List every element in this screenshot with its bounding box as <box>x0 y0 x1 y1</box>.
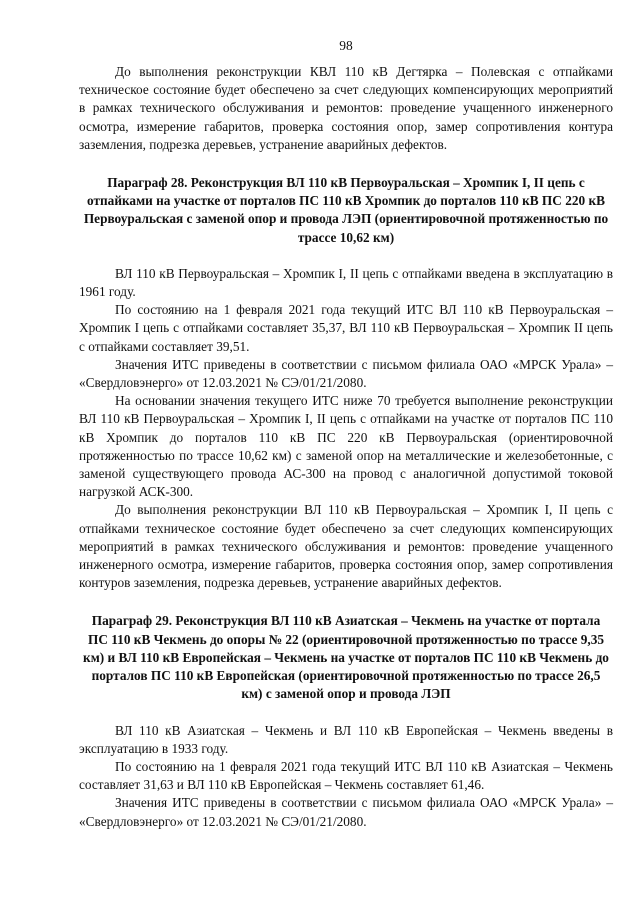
intro-paragraph: До выполнения реконструкции КВЛ 110 кВ Дегтярка – Полевская с отпайками техническое состояние будет обеспечено за счет следующих компенсирующих мероприятий в рамках технического обслуживания и ремонтов: проведение учащенного инженерного осмотра, измерение габаритов, проверка состояния опор, замер сопротивления контура заземления, подрезка деревьев, устранение аварийных дефектов. <box>79 64 613 152</box>
page-number: 98 <box>339 38 353 53</box>
section-28-paragraph-1: ВЛ 110 кВ Первоуральская – Хромпик I, II цепь с отпайками введена в эксплуатацию в 1961 году. <box>79 265 613 300</box>
section-28-paragraph-5: До выполнения реконструкции ВЛ 110 кВ Первоуральская – Хромпик I, II цепь с отпайками техническое состояние будет обеспечено за счет следующих компенсирующих мероприятий в рамках технического обслуживания и ремонтов: проведение учащенного инженерного осмотра, измерение габаритов, проверка состояния опор, замер сопротивления контуров заземления, подрезка деревьев, устранение аварийных дефектов. <box>79 502 613 591</box>
document-page <box>79 37 613 831</box>
section-28-heading: Параграф 28. Реконструкция ВЛ 110 кВ Первоуральская – Хромпик I, II цепь с отпайками на участке от порталов ПС 110 кВ Хромпик до порталов 110 кВ ПС 220 кВ Первоуральская с заменой опор и провода ЛЭП (ориентировочной протяженностью по трассе 10,62 км) <box>83 175 609 245</box>
section-29-heading: Параграф 29. Реконструкция ВЛ 110 кВ Азиатская – Чекмень на участке от портала ПС 110 кВ Чекмень до опоры № 22 (ориентировочной протяженностью по трассе 9,35 км) и ВЛ 110 кВ Европейская – Чекмень на участке от порталов ПС 110 кВ Чекмень до порталов ПС 110 кВ Европейская (ориентировочной протяженностью по трассе 26,5 км) с заменой опор и провода ЛЭП <box>83 613 609 702</box>
section-29-paragraph-1: ВЛ 110 кВ Азиатская – Чекмень и ВЛ 110 кВ Европейская – Чекмень введены в эксплуатацию в 1933 году. <box>79 722 613 756</box>
spacer <box>79 592 613 612</box>
spacer <box>79 704 613 722</box>
section-29-paragraph-2: По состоянию на 1 февраля 2021 года текущий ИТС ВЛ 110 кВ Азиатская – Чекмень составляет 31,63 и ВЛ 110 кВ Европейская – Чекмень составляет 61,46. <box>79 758 613 793</box>
section-29-paragraph-3: Значения ИТС приведены в соответствии с письмом филиала ОАО «МРСК Урала» – «Свердловэнерго» от 12.03.2021 № СЭ/01/21/2080. <box>79 795 613 829</box>
section-28-paragraph-3: Значения ИТС приведены в соответствии с письмом филиала ОАО «МРСК Урала» – «Свердловэнерго» от 12.03.2021 № СЭ/01/21/2080. <box>79 356 613 391</box>
section-28-paragraph-2: По состоянию на 1 февраля 2021 года текущий ИТС ВЛ 110 кВ Первоуральская – Хромпик I цепь с отпайками составляет 35,37, ВЛ 110 кВ Первоуральская – Хромпик II цепь с отпайками составляет 39,51. <box>79 302 613 354</box>
spacer <box>79 154 613 174</box>
spacer <box>79 247 613 265</box>
section-28-paragraph-4: На основании значения текущего ИТС ниже 70 требуется выполнение реконструкции ВЛ 110 кВ Первоуральская – Хромпик I, II цепь с отпайками на участке от порталов ПС 110 кВ Хромпик до порталов 110 кВ ПС 220 кВ Первоуральская (ориентировочной протяженностью по трассе 10,62 км) с заменой опор на металлические и железобетонные, с заменой существующего провода АС-300 на провод с аналогичной допустимой токовой нагрузкой АСК-300. <box>79 393 613 500</box>
